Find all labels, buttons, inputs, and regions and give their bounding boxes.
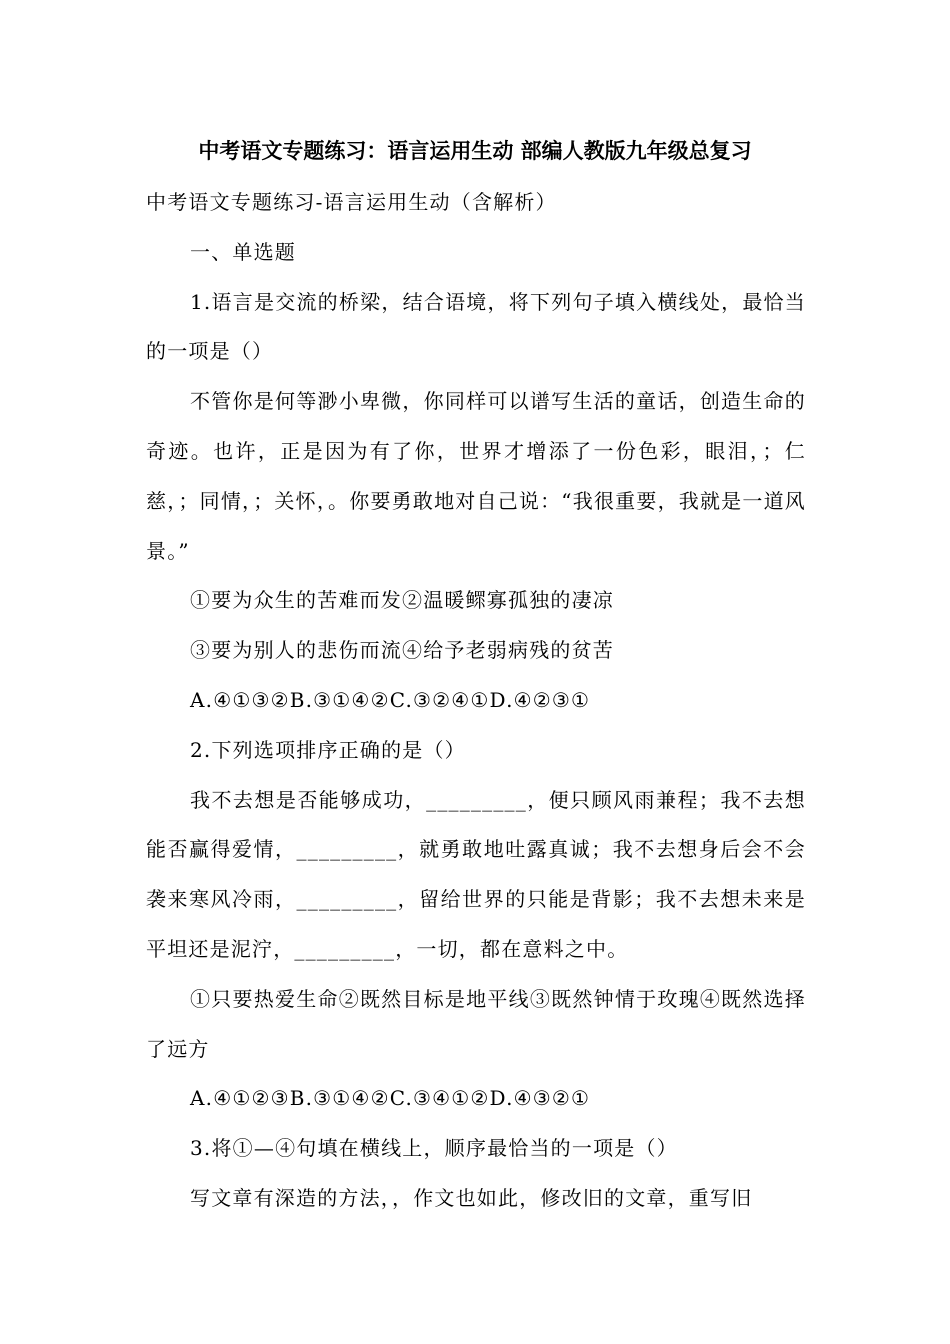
question-3-passage: 写文章有深造的方法，，作文也如此，修改旧的文章，重写旧: [190, 1185, 753, 1210]
question-2-options: A.④①②③B.③①④②C.③④①②D.④③②①: [190, 1086, 591, 1111]
question-2-items: ①只要热爱生命②既然目标是地平线③既然钟情于玫瑰④既然选择了远方: [146, 986, 806, 1061]
section-heading: 一、单选题: [190, 239, 296, 264]
document-body: [146, 178, 806, 1224]
question-3-stem: 3.将①—④句填在横线上，顺序最恰当的一项是（）: [190, 1136, 678, 1161]
question-2-stem: 2.下列选项排序正确的是（）: [190, 737, 466, 762]
document-title: 中考语文专题练习：语言运用生动 部编人教版九年级总复习: [198, 139, 752, 163]
question-1-stem: 1.语言是交流的桥梁，结合语境，将下列句子填入横线处，最恰当的一项是（）: [146, 289, 806, 364]
question-1-items-b: ③要为别人的悲伤而流④给予老弱病残的贫苦: [190, 638, 614, 663]
subtitle: 中考语文专题练习-语言运用生动（含解析）: [146, 190, 557, 214]
question-1-passage: 不管你是何等渺小卑微，你同样可以谱写生活的童话，创造生命的奇迹。也许，正是因为有了你，世界才增添了一份色彩，眼泪，；仁慈，；同情，；关怀，。你要勇敢地对自己说：“我很重要，我就是一道风景。”: [146, 389, 806, 563]
question-1-items-a: ①要为众生的苦难而发②温暖鳏寡孤独的凄凉: [190, 588, 614, 613]
question-1-options: A.④①③②B.③①④②C.③②④①D.④②③①: [190, 687, 591, 712]
question-2-passage: 我不去想是否能够成功，_________，便只顾风雨兼程；我不去想能否赢得爱情，_________，就勇敢地吐露真诚；我不去想身后会不会袭来寒风冷雨，_________，留给世界的只能是背影；我不去想未来是平坦还是泥泞，_________，一切，都在意料之中。: [146, 787, 806, 961]
